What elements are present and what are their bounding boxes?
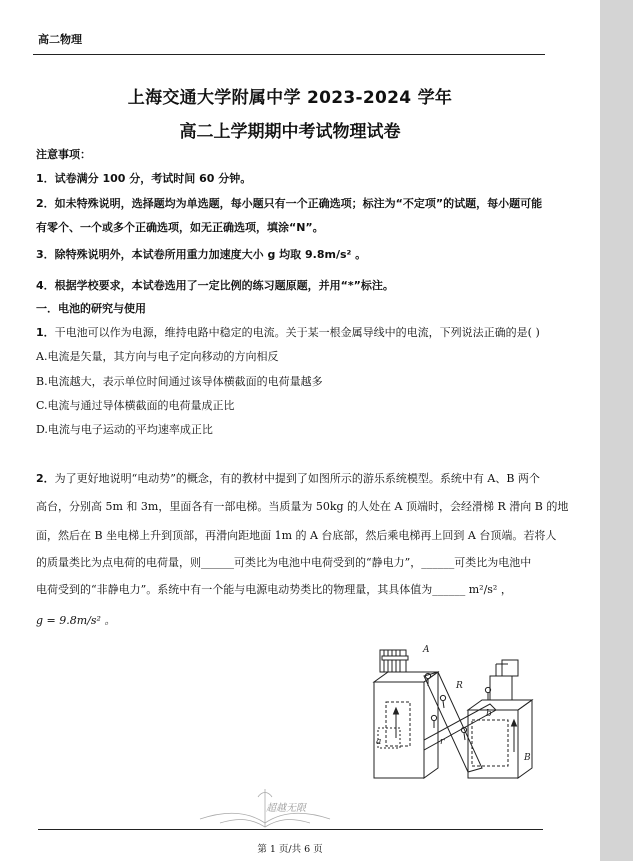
exam-title-line2: 高二上学期期中考试物理试卷: [179, 122, 401, 142]
slide-r: [424, 672, 482, 772]
amusement-system-figure: [368, 640, 554, 780]
footer-divider: [38, 829, 543, 830]
note-item: 3．除特殊说明外，本试卷所用重力加速度大小 g 均取 9.8m/s² 。: [36, 248, 367, 261]
question-1-option-c: C.电流与通过导体横截面的电荷量成正比: [36, 399, 235, 412]
label-a: A: [423, 645, 430, 655]
header-subject: 高二物理: [38, 33, 82, 46]
logo-text: 超越无限: [266, 803, 306, 814]
label-a-lower: a: [376, 737, 382, 747]
section-title: 一．电池的研究与使用: [36, 302, 146, 315]
notes-heading: 注意事项：: [36, 148, 91, 161]
label-r-lower: r: [440, 737, 445, 747]
elevator-a: [386, 702, 410, 746]
viewer-gutter: [600, 0, 633, 861]
header-divider: [33, 54, 545, 55]
label-b-lower: b: [486, 709, 492, 719]
question-2-line: 的质量类比为点电荷的电荷量，则______可类比为电池中电荷受到的“静电力”，______可类比为电池中: [36, 556, 532, 569]
tower-b-side: [518, 700, 532, 778]
note-item: 有零个、一个或多个正确选项，如无正确选项，填涂“N”。: [36, 221, 324, 234]
label-b: B: [524, 753, 531, 763]
question-1-stem: [36, 324, 540, 340]
question-text: 为了更好地说明“电动势”的概念，有的教材中提到了如图所示的游乐系统模型。系统中有 A、B 两个: [54, 472, 540, 485]
note-item: 1．试卷满分 100 分，考试时间 60 分钟。: [36, 172, 252, 185]
school-logo: [190, 783, 340, 833]
question-number: 1．: [36, 326, 55, 339]
tower-b-top: [468, 700, 532, 710]
question-2-line: 高台，分别高 5m 和 3m，里面各有一部电梯。当质量为 50kg 的人处在 A 顶端时，会经滑梯 R 滑向 B 的地: [36, 500, 569, 513]
page-number: 第 1 页/共 6 页: [257, 844, 323, 855]
question-1-option-a: A.电流是矢量，其方向与电子定向移动的方向相反: [36, 350, 279, 363]
question-1-option-d: D.电流与电子运动的平均速率成正比: [36, 423, 213, 436]
question-text: 干电池可以作为电源，维持电路中稳定的电流。关于某一根金属导线中的电流，下列说法正确的是( ): [54, 326, 540, 339]
question-number: 2．: [36, 472, 55, 485]
tower-a: [374, 682, 424, 778]
question-2-line: 电荷受到的“非静电力”。系统中有一个能与电源电动势类比的物理量，其具体值为______ m²/s² ，: [36, 583, 512, 596]
question-2-line: 面，然后在 B 坐电梯上升到顶部，再滑向距地面 1m 的 A 台底部，然后乘电梯再上回到 A 台顶端。若将人: [36, 529, 557, 542]
tower-a-side: [424, 672, 438, 778]
question-2-line: g = 9.8m/s² 。: [36, 614, 116, 627]
question-2-line: [36, 470, 540, 486]
note-item: 4．根据学校要求，本试卷选用了一定比例的练习题原题，并用“*”标注。: [36, 279, 394, 292]
question-1-option-b: B.电流越大，表示单位时间通过该导体横截面的电荷量越多: [36, 375, 323, 388]
tower-b-machine: [490, 676, 512, 700]
note-item: 2．如未特殊说明，选择题均为单选题，每小题只有一个正确选项；标注为“不定项”的试题，每小题可能: [36, 197, 543, 210]
label-r-upper: R: [456, 681, 463, 691]
exam-title-line1: 上海交通大学附属中学 2023-2024 学年: [127, 88, 453, 108]
